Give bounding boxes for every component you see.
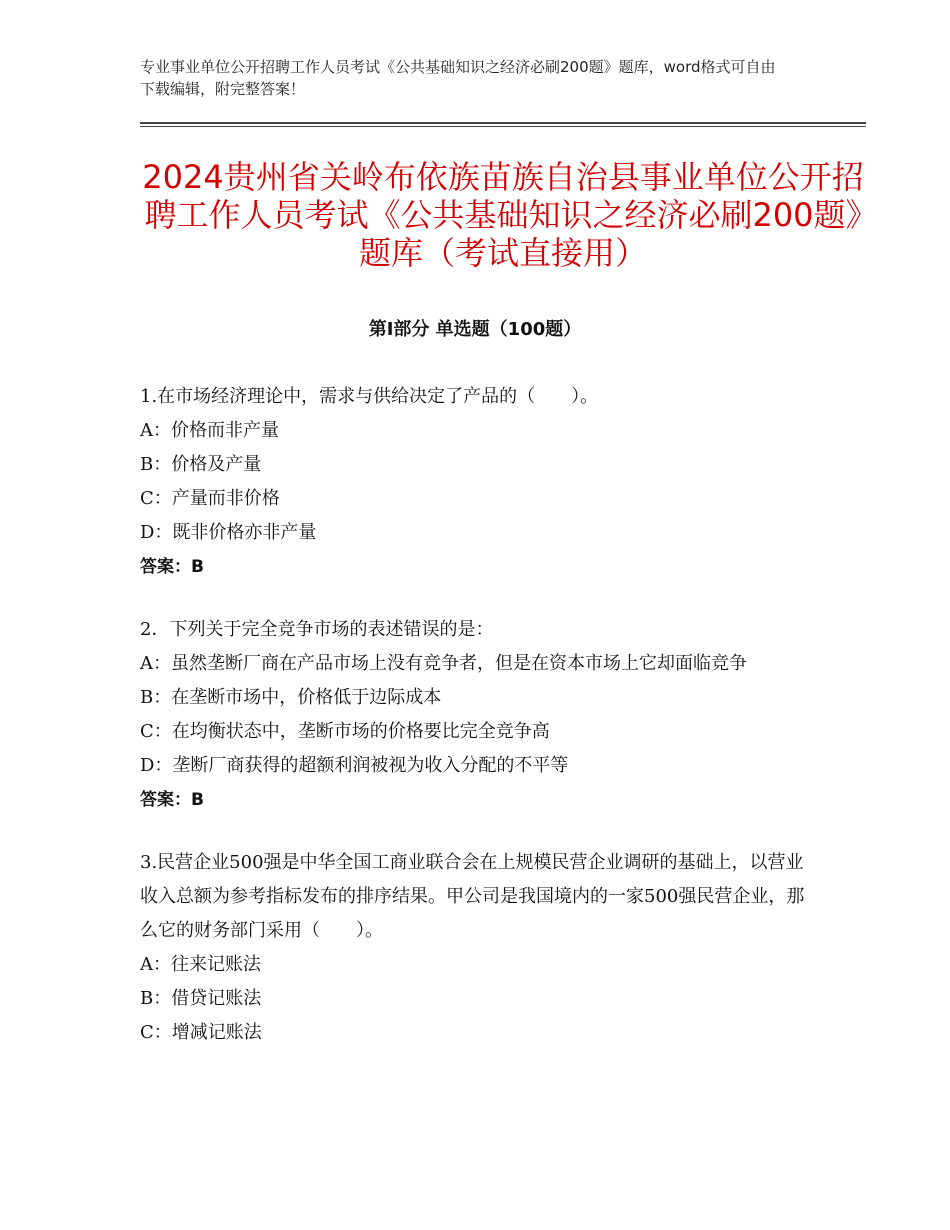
question-2 xyxy=(140,613,820,817)
option-b: B：价格及产量 xyxy=(140,454,262,475)
question-stem: 3.民营企业500强是中华全国工商业联合会在上规模民营企业调研的基础上，以营业收入总额为参考指标发布的排序结果。甲公司是我国境内的一家500强民营企业，那么它的财务部门采用（ ）。 xyxy=(140,852,805,941)
answer-value: B xyxy=(191,557,204,577)
option-b: B：借贷记账法 xyxy=(140,988,262,1009)
answer-line xyxy=(140,550,820,584)
section-title: 第Ⅰ部分 单选题（100题） xyxy=(368,319,582,340)
option-a: A：虽然垄断厂商在产品市场上没有竞争者，但是在资本市场上它却面临竞争 xyxy=(140,653,747,674)
question-stem: 1.在市场经济理论中，需求与供给决定了产品的（ ）。 xyxy=(140,386,599,407)
option-c: C：在均衡状态中，垄断市场的价格要比完全竞争高 xyxy=(140,721,550,742)
answer-label: 答案： xyxy=(140,557,191,577)
option-d: D：既非价格亦非产量 xyxy=(140,522,317,543)
option-a: A：价格而非产量 xyxy=(140,420,279,441)
answer-value: B xyxy=(191,790,204,810)
header-note: 专业事业单位公开招聘工作人员考试《公共基础知识之经济必刷200题》题库，word格式可自由下载编辑，附完整答案！ xyxy=(140,58,776,98)
option-c: C：产量而非价格 xyxy=(140,488,280,509)
question-list xyxy=(140,380,820,1079)
answer-label: 答案： xyxy=(140,790,191,810)
option-b: B：在垄断市场中，价格低于边际成本 xyxy=(140,687,442,708)
option-c: C：增减记账法 xyxy=(140,1022,262,1043)
header-divider-thin xyxy=(140,126,866,127)
option-a: A：往来记账法 xyxy=(140,954,261,975)
question-1 xyxy=(140,380,820,584)
question-stem: 2．下列关于完全竞争市场的表述错误的是： xyxy=(140,619,494,640)
question-3 xyxy=(140,846,820,1050)
answer-line xyxy=(140,783,820,817)
header-divider xyxy=(140,122,866,124)
document-title: 2024贵州省关岭布依族苗族自治县事业单位公开招聘工作人员考试《公共基础知识之经济必刷200题》题库（考试直接用） xyxy=(142,158,864,272)
option-d: D：垄断厂商获得的超额利润被视为收入分配的不平等 xyxy=(140,755,569,776)
